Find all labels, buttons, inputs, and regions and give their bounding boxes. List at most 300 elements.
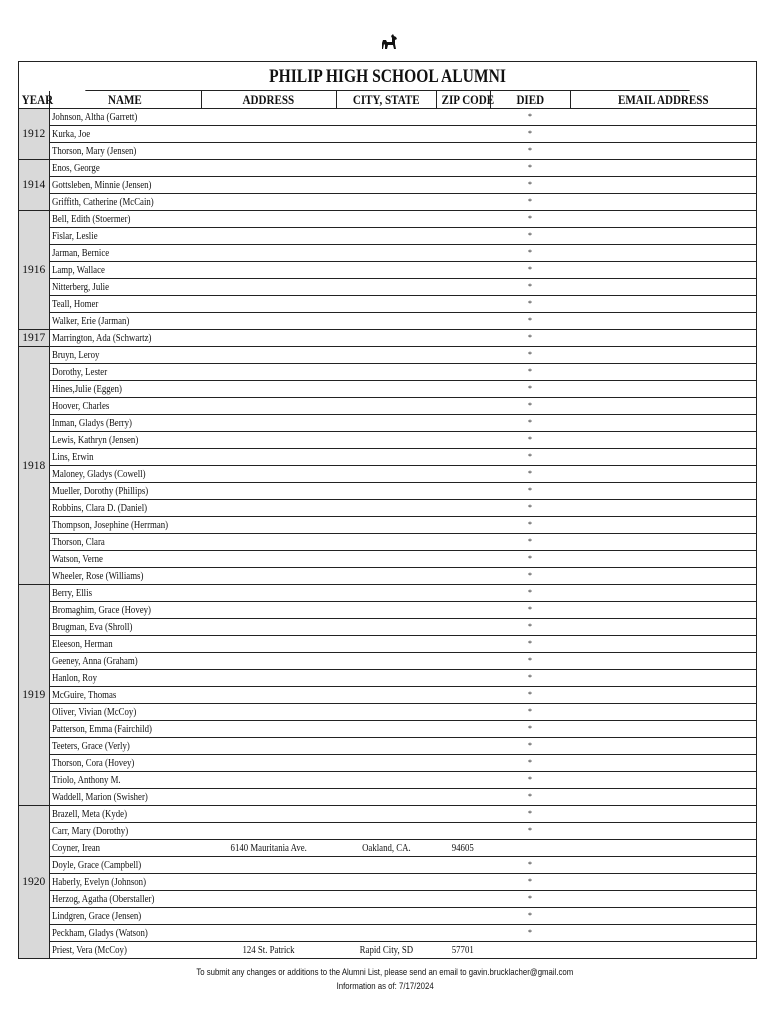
table-row xyxy=(19,500,756,517)
email-cell xyxy=(570,432,756,449)
email-cell xyxy=(570,126,756,143)
zip-code-cell xyxy=(436,313,490,330)
name-cell: Kurka, Joe xyxy=(49,126,201,143)
name-cell: Hoover, Charles xyxy=(49,398,201,415)
city-state-cell xyxy=(336,891,436,908)
name-cell: Watson, Verne xyxy=(49,551,201,568)
year-cell: 1917 xyxy=(19,330,49,347)
died-cell: * xyxy=(490,602,570,619)
city-state-cell xyxy=(336,330,436,347)
died-cell: * xyxy=(490,517,570,534)
address-cell xyxy=(201,364,336,381)
column-header-year: YEAR xyxy=(19,91,49,109)
city-state-cell xyxy=(336,347,436,364)
table-row xyxy=(19,670,756,687)
year-cell: 1918 xyxy=(19,347,49,585)
name-cell: Thompson, Josephine (Herrman) xyxy=(49,517,201,534)
died-cell: * xyxy=(490,228,570,245)
email-cell xyxy=(570,840,756,857)
city-state-cell xyxy=(336,279,436,296)
died-cell: * xyxy=(490,330,570,347)
email-cell xyxy=(570,942,756,959)
died-cell xyxy=(490,840,570,857)
column-header-email: EMAIL ADDRESS xyxy=(570,91,756,109)
address-cell xyxy=(201,636,336,653)
column-header-address: ADDRESS xyxy=(201,91,336,109)
city-state-cell xyxy=(336,755,436,772)
table-row xyxy=(19,585,756,602)
alumni-table xyxy=(19,91,756,959)
address-cell xyxy=(201,143,336,160)
zip-code-cell xyxy=(436,874,490,891)
died-cell: * xyxy=(490,432,570,449)
died-cell: * xyxy=(490,143,570,160)
name-cell: Jarman, Bernice xyxy=(49,245,201,262)
died-cell: * xyxy=(490,653,570,670)
name-cell: Inman, Gladys (Berry) xyxy=(49,415,201,432)
address-cell xyxy=(201,755,336,772)
name-cell: Doyle, Grace (Campbell) xyxy=(49,857,201,874)
email-cell xyxy=(570,857,756,874)
died-cell: * xyxy=(490,687,570,704)
name-cell: Hines,Julie (Eggen) xyxy=(49,381,201,398)
zip-code-cell xyxy=(436,568,490,585)
address-cell xyxy=(201,874,336,891)
alumni-sheet xyxy=(18,61,757,959)
year-cell: 1919 xyxy=(19,585,49,806)
email-cell xyxy=(570,602,756,619)
address-cell xyxy=(201,602,336,619)
city-state-cell xyxy=(336,568,436,585)
died-cell: * xyxy=(490,313,570,330)
zip-code-cell xyxy=(436,143,490,160)
address-cell xyxy=(201,568,336,585)
died-cell xyxy=(490,942,570,959)
year-cell: 1916 xyxy=(19,211,49,330)
died-cell: * xyxy=(490,500,570,517)
table-row xyxy=(19,653,756,670)
zip-code-cell xyxy=(436,194,490,211)
email-cell xyxy=(570,211,756,228)
city-state-cell xyxy=(336,211,436,228)
zip-code-cell xyxy=(436,449,490,466)
name-cell: Geeney, Anna (Graham) xyxy=(49,653,201,670)
email-cell xyxy=(570,330,756,347)
address-cell xyxy=(201,177,336,194)
city-state-cell xyxy=(336,721,436,738)
table-row xyxy=(19,364,756,381)
died-cell: * xyxy=(490,721,570,738)
zip-code-cell: 94605 xyxy=(436,840,490,857)
name-cell: Oliver, Vivian (McCoy) xyxy=(49,704,201,721)
name-cell: Thorson, Clara xyxy=(49,534,201,551)
died-cell: * xyxy=(490,891,570,908)
name-cell: Gottsleben, Minnie (Jensen) xyxy=(49,177,201,194)
table-row xyxy=(19,874,756,891)
email-cell xyxy=(570,551,756,568)
name-cell: Dorothy, Lester xyxy=(49,364,201,381)
city-state-cell xyxy=(336,789,436,806)
table-row xyxy=(19,602,756,619)
zip-code-cell xyxy=(436,296,490,313)
city-state-cell xyxy=(336,857,436,874)
address-cell xyxy=(201,262,336,279)
died-cell: * xyxy=(490,925,570,942)
table-row xyxy=(19,551,756,568)
table-row xyxy=(19,568,756,585)
table-row xyxy=(19,194,756,211)
table-row xyxy=(19,738,756,755)
zip-code-cell xyxy=(436,636,490,653)
name-cell: Griffith, Catherine (McCain) xyxy=(49,194,201,211)
zip-code-cell xyxy=(436,687,490,704)
scottie-dog-icon xyxy=(379,32,399,52)
city-state-cell xyxy=(336,432,436,449)
address-cell xyxy=(201,160,336,177)
died-cell: * xyxy=(490,857,570,874)
address-cell xyxy=(201,585,336,602)
year-cell: 1920 xyxy=(19,806,49,959)
email-cell xyxy=(570,789,756,806)
name-cell: Teeters, Grace (Verly) xyxy=(49,738,201,755)
email-cell xyxy=(570,636,756,653)
address-cell xyxy=(201,670,336,687)
table-row xyxy=(19,466,756,483)
table-row xyxy=(19,721,756,738)
zip-code-cell xyxy=(436,211,490,228)
city-state-cell xyxy=(336,636,436,653)
name-cell: Eleeson, Herman xyxy=(49,636,201,653)
zip-code-cell xyxy=(436,619,490,636)
address-cell xyxy=(201,823,336,840)
died-cell: * xyxy=(490,466,570,483)
email-cell xyxy=(570,517,756,534)
name-cell: Brugman, Eva (Shroll) xyxy=(49,619,201,636)
city-state-cell xyxy=(336,704,436,721)
email-cell xyxy=(570,738,756,755)
city-state-cell xyxy=(336,143,436,160)
city-state-cell xyxy=(336,262,436,279)
died-cell: * xyxy=(490,194,570,211)
zip-code-cell xyxy=(436,381,490,398)
table-row xyxy=(19,381,756,398)
email-cell xyxy=(570,585,756,602)
email-cell xyxy=(570,262,756,279)
name-cell: Priest, Vera (McCoy) xyxy=(49,942,201,959)
died-cell: * xyxy=(490,551,570,568)
table-row xyxy=(19,789,756,806)
name-cell: Lamp, Wallace xyxy=(49,262,201,279)
email-cell xyxy=(570,755,756,772)
table-row xyxy=(19,143,756,160)
died-cell: * xyxy=(490,177,570,194)
died-cell: * xyxy=(490,755,570,772)
email-cell xyxy=(570,109,756,126)
name-cell: Herzog, Agatha (Oberstaller) xyxy=(49,891,201,908)
name-cell: Thorson, Cora (Hovey) xyxy=(49,755,201,772)
name-cell: Peckham, Gladys (Watson) xyxy=(49,925,201,942)
email-cell xyxy=(570,925,756,942)
email-cell xyxy=(570,381,756,398)
died-cell: * xyxy=(490,483,570,500)
city-state-cell xyxy=(336,483,436,500)
name-cell: Waddell, Marion (Swisher) xyxy=(49,789,201,806)
zip-code-cell xyxy=(436,364,490,381)
year-cell: 1912 xyxy=(19,109,49,160)
address-cell xyxy=(201,347,336,364)
email-cell xyxy=(570,296,756,313)
address-cell xyxy=(201,653,336,670)
address-cell xyxy=(201,449,336,466)
table-row xyxy=(19,755,756,772)
column-header-city-state: CITY, STATE xyxy=(336,91,436,109)
email-cell xyxy=(570,177,756,194)
zip-code-cell xyxy=(436,415,490,432)
table-row xyxy=(19,772,756,789)
address-cell xyxy=(201,721,336,738)
city-state-cell xyxy=(336,670,436,687)
email-cell xyxy=(570,534,756,551)
address-cell xyxy=(201,517,336,534)
died-cell: * xyxy=(490,211,570,228)
table-row xyxy=(19,432,756,449)
address-cell xyxy=(201,415,336,432)
city-state-cell xyxy=(336,466,436,483)
email-cell xyxy=(570,704,756,721)
zip-code-cell: 57701 xyxy=(436,942,490,959)
zip-code-cell xyxy=(436,704,490,721)
email-cell xyxy=(570,160,756,177)
email-cell xyxy=(570,398,756,415)
table-row xyxy=(19,296,756,313)
name-cell: Hanlon, Roy xyxy=(49,670,201,687)
name-cell: Enos, George xyxy=(49,160,201,177)
died-cell: * xyxy=(490,908,570,925)
table-row xyxy=(19,330,756,347)
city-state-cell xyxy=(336,381,436,398)
email-cell xyxy=(570,619,756,636)
city-state-cell xyxy=(336,313,436,330)
died-cell: * xyxy=(490,806,570,823)
zip-code-cell xyxy=(436,534,490,551)
email-cell xyxy=(570,143,756,160)
city-state-cell xyxy=(336,296,436,313)
table-row xyxy=(19,534,756,551)
year-cell: 1914 xyxy=(19,160,49,211)
died-cell: * xyxy=(490,704,570,721)
email-cell xyxy=(570,449,756,466)
address-cell xyxy=(201,551,336,568)
address-cell xyxy=(201,228,336,245)
zip-code-cell xyxy=(436,721,490,738)
email-cell xyxy=(570,670,756,687)
email-cell xyxy=(570,653,756,670)
zip-code-cell xyxy=(436,789,490,806)
died-cell: * xyxy=(490,789,570,806)
name-cell: Thorson, Mary (Jensen) xyxy=(49,143,201,160)
email-cell xyxy=(570,721,756,738)
city-state-cell xyxy=(336,228,436,245)
died-cell: * xyxy=(490,347,570,364)
table-row xyxy=(19,449,756,466)
zip-code-cell xyxy=(436,483,490,500)
email-cell xyxy=(570,228,756,245)
table-row xyxy=(19,109,756,126)
address-cell xyxy=(201,330,336,347)
table-row xyxy=(19,704,756,721)
name-cell: Triolo, Anthony M. xyxy=(49,772,201,789)
table-row xyxy=(19,823,756,840)
city-state-cell xyxy=(336,738,436,755)
name-cell: Teall, Homer xyxy=(49,296,201,313)
table-row xyxy=(19,211,756,228)
name-cell: Brazell, Meta (Kyde) xyxy=(49,806,201,823)
zip-code-cell xyxy=(436,806,490,823)
zip-code-cell xyxy=(436,670,490,687)
address-cell xyxy=(201,109,336,126)
address-cell xyxy=(201,483,336,500)
city-state-cell xyxy=(336,925,436,942)
city-state-cell xyxy=(336,500,436,517)
column-header-zip-code: ZIP CODE xyxy=(436,91,490,109)
died-cell: * xyxy=(490,398,570,415)
name-cell: Mueller, Dorothy (Phillips) xyxy=(49,483,201,500)
address-cell xyxy=(201,925,336,942)
name-cell: Johnson, Altha (Garrett) xyxy=(49,109,201,126)
zip-code-cell xyxy=(436,262,490,279)
died-cell: * xyxy=(490,670,570,687)
address-cell xyxy=(201,772,336,789)
died-cell: * xyxy=(490,738,570,755)
name-cell: Lins, Erwin xyxy=(49,449,201,466)
zip-code-cell xyxy=(436,925,490,942)
died-cell: * xyxy=(490,636,570,653)
name-cell: Coyner, Irean xyxy=(49,840,201,857)
city-state-cell xyxy=(336,160,436,177)
zip-code-cell xyxy=(436,500,490,517)
address-cell xyxy=(201,279,336,296)
address-cell xyxy=(201,432,336,449)
address-cell xyxy=(201,534,336,551)
address-cell xyxy=(201,891,336,908)
died-cell: * xyxy=(490,109,570,126)
died-cell: * xyxy=(490,126,570,143)
city-state-cell xyxy=(336,517,436,534)
name-cell: McGuire, Thomas xyxy=(49,687,201,704)
name-cell: Fislar, Leslie xyxy=(49,228,201,245)
table-row xyxy=(19,925,756,942)
column-header-died: DIED xyxy=(490,91,570,109)
city-state-cell xyxy=(336,687,436,704)
died-cell: * xyxy=(490,449,570,466)
name-cell: Lewis, Kathryn (Jensen) xyxy=(49,432,201,449)
name-cell: Maloney, Gladys (Cowell) xyxy=(49,466,201,483)
zip-code-cell xyxy=(436,432,490,449)
died-cell: * xyxy=(490,568,570,585)
name-cell: Bruyn, Leroy xyxy=(49,347,201,364)
zip-code-cell xyxy=(436,177,490,194)
zip-code-cell xyxy=(436,891,490,908)
city-state-cell xyxy=(336,908,436,925)
column-header-name: NAME xyxy=(49,91,201,109)
address-cell xyxy=(201,738,336,755)
city-state-cell xyxy=(336,806,436,823)
zip-code-cell xyxy=(436,398,490,415)
zip-code-cell xyxy=(436,602,490,619)
table-row xyxy=(19,415,756,432)
name-cell: Carr, Mary (Dorothy) xyxy=(49,823,201,840)
name-cell: Haberly, Evelyn (Johnson) xyxy=(49,874,201,891)
address-cell xyxy=(201,857,336,874)
address-cell xyxy=(201,704,336,721)
footer-submit-note: To submit any changes or additions to the Alumni List, please send an email to gavin.brucklacher@gmail.com xyxy=(196,967,574,978)
name-cell: Wheeler, Rose (Williams) xyxy=(49,568,201,585)
zip-code-cell xyxy=(436,466,490,483)
died-cell: * xyxy=(490,772,570,789)
email-cell xyxy=(570,415,756,432)
city-state-cell xyxy=(336,551,436,568)
name-cell: Patterson, Emma (Fairchild) xyxy=(49,721,201,738)
table-row xyxy=(19,517,756,534)
email-cell xyxy=(570,313,756,330)
city-state-cell xyxy=(336,619,436,636)
city-state-cell xyxy=(336,398,436,415)
address-cell xyxy=(201,466,336,483)
zip-code-cell xyxy=(436,551,490,568)
email-cell xyxy=(570,364,756,381)
table-row xyxy=(19,840,756,857)
city-state-cell xyxy=(336,772,436,789)
table-row xyxy=(19,279,756,296)
zip-code-cell xyxy=(436,738,490,755)
zip-code-cell xyxy=(436,126,490,143)
zip-code-cell xyxy=(436,347,490,364)
email-cell xyxy=(570,245,756,262)
table-row xyxy=(19,619,756,636)
died-cell: * xyxy=(490,279,570,296)
died-cell: * xyxy=(490,823,570,840)
table-row xyxy=(19,483,756,500)
email-cell xyxy=(570,772,756,789)
died-cell: * xyxy=(490,245,570,262)
address-cell xyxy=(201,619,336,636)
zip-code-cell xyxy=(436,585,490,602)
name-cell: Robbins, Clara D. (Daniel) xyxy=(49,500,201,517)
table-row xyxy=(19,177,756,194)
email-cell xyxy=(570,891,756,908)
city-state-cell: Rapid City, SD xyxy=(336,942,436,959)
zip-code-cell xyxy=(436,279,490,296)
table-row xyxy=(19,908,756,925)
email-cell xyxy=(570,347,756,364)
address-cell xyxy=(201,789,336,806)
table-row xyxy=(19,857,756,874)
table-row xyxy=(19,398,756,415)
zip-code-cell xyxy=(436,772,490,789)
address-cell xyxy=(201,211,336,228)
address-cell xyxy=(201,398,336,415)
city-state-cell xyxy=(336,874,436,891)
city-state-cell: Oakland, CA. xyxy=(336,840,436,857)
city-state-cell xyxy=(336,126,436,143)
died-cell: * xyxy=(490,364,570,381)
died-cell: * xyxy=(490,585,570,602)
name-cell: Bromaghim, Grace (Hovey) xyxy=(49,602,201,619)
city-state-cell xyxy=(336,534,436,551)
died-cell: * xyxy=(490,415,570,432)
name-cell: Lindgren, Grace (Jensen) xyxy=(49,908,201,925)
zip-code-cell xyxy=(436,228,490,245)
